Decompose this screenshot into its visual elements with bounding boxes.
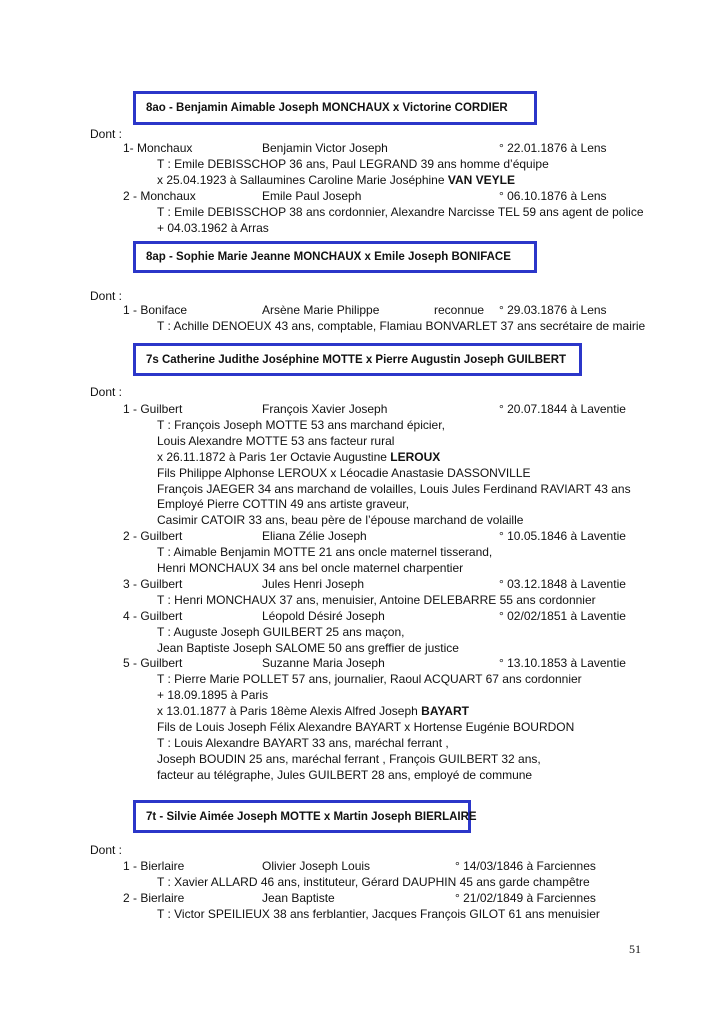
detail-text: Henri MONCHAUX 34 ans bel oncle maternel charpentier <box>157 561 464 575</box>
section-title-box <box>133 241 537 273</box>
section-title-box <box>133 800 477 833</box>
detail-text: T : Achille DENOEUX 43 ans, comptable, Flamiau BONVARLET 37 ans secrétaire de mairie <box>157 318 646 333</box>
section-title: 7s Catherine Judithe Joséphine MOTTE x Pierre Augustin Joseph GUILBERT <box>146 353 567 366</box>
child-birth: ° 10.05.1846 à Laventie <box>499 529 626 544</box>
dont-label: Dont : <box>90 385 123 399</box>
detail-line <box>157 173 515 187</box>
detail-text: x 13.01.1877 à Paris 18ème Alexis Alfred Joseph <box>157 704 422 719</box>
detail-line <box>157 736 449 750</box>
detail-line <box>157 497 409 511</box>
section-title-box <box>133 343 582 376</box>
child-birth: ° 14/03/1846 à Farciennes <box>455 859 596 873</box>
detail-text: T : Aimable Benjamin MOTTE 21 ans oncle maternel tisserand, <box>157 545 493 560</box>
dont-label: Dont : <box>90 289 123 303</box>
child-name: Léopold Désiré Joseph <box>262 608 385 623</box>
detail-text: T : Victor SPEILIEUX 38 ans ferblantier, Jacques François GILOT 61 ans menuisier <box>157 906 600 921</box>
detail-text: T : François Joseph MOTTE 53 ans marchand épicier, <box>157 417 445 432</box>
detail-text: T : Pierre Marie POLLET 57 ans, journalier, Raoul ACQUART 67 ans cordonnier <box>157 672 582 687</box>
detail-line <box>157 875 590 889</box>
child-birth: ° 02/02/1851 à Laventie <box>499 608 626 623</box>
child-note: reconnue <box>434 303 485 317</box>
detail-line <box>157 221 269 235</box>
detail-text: Casimir CATOIR 33 ans, beau père de l’épouse marchand de volaille <box>157 513 524 528</box>
detail-line <box>157 720 574 734</box>
detail-line <box>157 561 463 575</box>
detail-line <box>157 482 631 496</box>
child-number: 5 - Guilbert <box>123 656 183 671</box>
detail-text: Employé Pierre COTTIN 49 ans artiste graveur, <box>157 497 410 512</box>
child-name: François Xavier Joseph <box>262 402 388 416</box>
detail-line <box>157 907 600 921</box>
detail-text: T : Louis Alexandre BAYART 33 ans, maréchal ferrant , <box>157 735 449 750</box>
detail-line <box>157 752 541 766</box>
detail-text: + 18.09.1895 à Paris <box>157 688 269 703</box>
page-number: 51 <box>629 942 641 956</box>
detail-text: T : Xavier ALLARD 46 ans, instituteur, Gérard DAUPHIN 45 ans garde champêtre <box>157 874 590 889</box>
detail-text: Jean Baptiste Joseph SALOME 50 ans greffier de justice <box>157 640 459 655</box>
child-name: Suzanne Maria Joseph <box>262 656 385 671</box>
section-title: 7t - Silvie Aimée Joseph MOTTE x Martin Joseph BIERLAIRE <box>146 810 477 823</box>
detail-text: Fils Philippe Alphonse LEROUX x Léocadie Anastasie DASSONVILLE <box>157 465 531 480</box>
detail-line <box>157 466 531 480</box>
child-number: 1 - Boniface <box>123 303 188 317</box>
child-name: Jean Baptiste <box>262 890 335 905</box>
detail-text: facteur au télégraphe, Jules GUILBERT 28 ans, employé de commune <box>157 767 533 782</box>
detail-text: T : Emile DEBISSCHOP 36 ans, Paul LEGRAND 39 ans homme d’équipe <box>157 156 549 171</box>
detail-line <box>157 641 459 655</box>
child-number: 1- Monchaux <box>123 141 193 155</box>
detail-line <box>157 768 532 782</box>
child-name: Benjamin Victor Joseph <box>262 141 388 155</box>
child-number: 4 - Guilbert <box>123 608 183 623</box>
detail-text: Fils de Louis Joseph Félix Alexandre BAYART x Hortense Eugénie BOURDON <box>157 720 575 734</box>
dont-label: Dont : <box>90 843 123 857</box>
child-number: 3 - Guilbert <box>123 576 183 591</box>
dont-label: Dont : <box>90 127 123 141</box>
detail-line <box>157 688 268 702</box>
child-name: Olivier Joseph Louis <box>262 859 371 873</box>
detail-text: T : Emile DEBISSCHOP 38 ans cordonnier, Alexandre Narcisse TEL 59 ans agent de police <box>157 204 644 219</box>
child-birth: ° 29.03.1876 à Lens <box>499 303 607 317</box>
child-name: Eliana Zélie Joseph <box>262 529 367 544</box>
detail-line <box>157 513 523 527</box>
detail-text: + 04.03.1962 à Arras <box>157 220 269 235</box>
child-name: Arsène Marie Philippe <box>262 303 380 317</box>
child-number: 1 - Bierlaire <box>123 859 185 873</box>
detail-line <box>157 205 644 219</box>
detail-text: Louis Alexandre MOTTE 53 ans facteur rural <box>157 433 395 448</box>
detail-line <box>157 593 596 607</box>
detail-line <box>157 319 645 333</box>
detail-line <box>157 672 582 686</box>
child-number: 1 - Guilbert <box>123 402 183 416</box>
child-name: Emile Paul Joseph <box>262 188 362 203</box>
child-birth: ° 06.10.1876 à Lens <box>499 188 607 203</box>
detail-text: T : Auguste Joseph GUILBERT 25 ans maçon, <box>157 624 405 639</box>
spouse-surname: LEROUX <box>390 449 441 464</box>
child-birth: ° 22.01.1876 à Lens <box>499 141 607 155</box>
child-birth: ° 20.07.1844 à Laventie <box>499 402 626 416</box>
detail-line <box>157 450 440 464</box>
detail-line <box>157 625 404 639</box>
child-birth: ° 03.12.1848 à Laventie <box>499 576 626 591</box>
detail-text: Joseph BOUDIN 25 ans, maréchal ferrant , François GUILBERT 32 ans, <box>157 751 541 766</box>
detail-text: François JAEGER 34 ans marchand de volailles, Louis Jules Ferdinand RAVIART 43 ans <box>157 481 631 496</box>
section-title-box <box>133 91 537 125</box>
detail-line <box>157 704 469 718</box>
detail-text: T : Henri MONCHAUX 37 ans, menuisier, Antoine DELEBARRE 55 ans cordonnier <box>157 592 596 607</box>
detail-line <box>157 418 445 432</box>
detail-line <box>157 545 492 559</box>
child-name: Jules Henri Joseph <box>262 576 365 591</box>
spouse-surname: BAYART <box>421 704 469 719</box>
section-title: 8ap - Sophie Marie Jeanne MONCHAUX x Emile Joseph BONIFACE <box>146 251 511 263</box>
child-number: 2 - Monchaux <box>123 188 196 203</box>
child-birth: ° 13.10.1853 à Laventie <box>499 656 626 671</box>
spouse-surname: VAN VEYLE <box>447 172 515 187</box>
detail-line <box>157 434 394 448</box>
child-number: 2 - Bierlaire <box>123 890 185 905</box>
detail-text: x 26.11.1872 à Paris 1er Octavie Augustine <box>157 449 391 464</box>
section-title: 8ao - Benjamin Aimable Joseph MONCHAUX x Victorine CORDIER <box>146 102 508 114</box>
child-number: 2 - Guilbert <box>123 529 183 544</box>
detail-line <box>157 157 549 171</box>
child-birth: ° 21/02/1849 à Farciennes <box>455 890 596 905</box>
detail-text: x 25.04.1923 à Sallaumines Caroline Marie Joséphine <box>157 172 448 187</box>
